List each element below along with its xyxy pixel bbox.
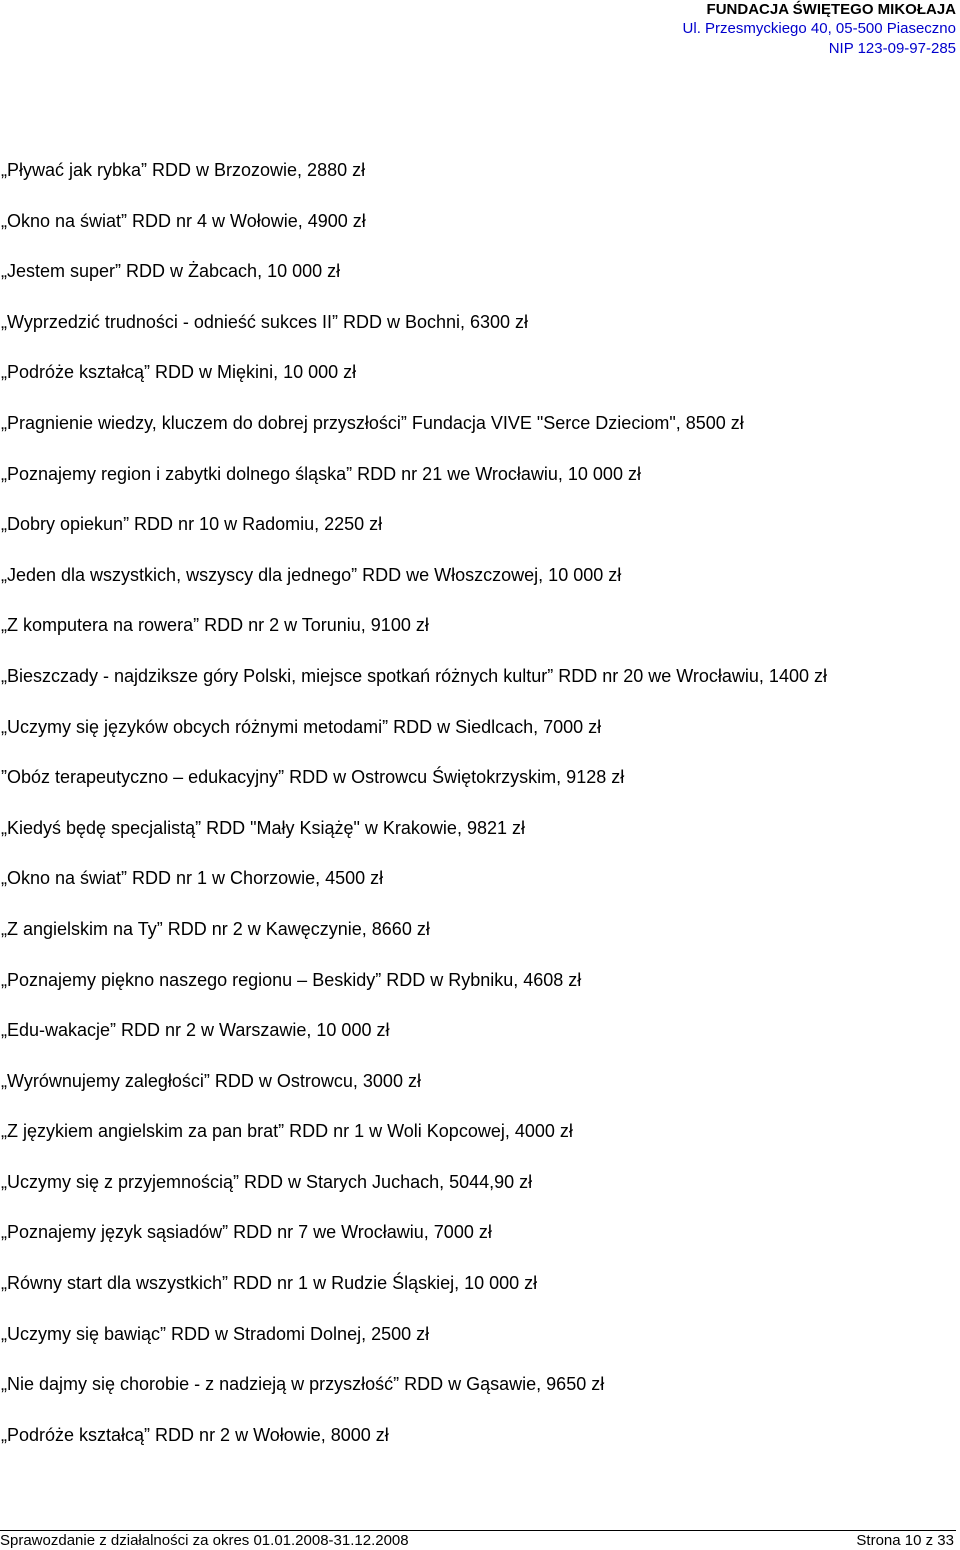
list-item: „Z językiem angielskim za pan brat” RDD nr 1 w Woli Kopcowej, 4000 zł	[1, 1121, 573, 1142]
list-item: „Z komputera na rowera” RDD nr 2 w Toruniu, 9100 zł	[1, 615, 429, 636]
list-item: „Uczymy się bawiąc” RDD w Stradomi Dolnej, 2500 zł	[1, 1323, 430, 1344]
report-title: Sprawozdanie z działalności za okres 01.01.2008-31.12.2008	[0, 1532, 409, 1549]
list-item: „Nie dajmy się chorobie - z nadzieją w przyszłość” RDD w Gąsawie, 9650 zł	[1, 1374, 605, 1395]
list-item: „Uczymy się z przyjemnością” RDD w Starych Juchach, 5044,90 zł	[1, 1171, 533, 1192]
page-number: Strona 10 z 33	[856, 1532, 954, 1549]
list-item: „Pragnienie wiedzy, kluczem do dobrej przyszłości” Fundacja VIVE "Serce Dzieciom", 8500 zł	[1, 412, 744, 433]
list-item: „Poznajemy region i zabytki dolnego śląska” RDD nr 21 we Wrocławiu, 10 000 zł	[1, 463, 641, 484]
organization-name: FUNDACJA ŚWIĘTEGO MIKOŁAJA	[706, 1, 956, 18]
list-item: „Wyrównujemy zaległości” RDD w Ostrowcu, 3000 zł	[1, 1070, 421, 1091]
list-item: „Kiedyś będę specjalistą” RDD "Mały Książę" w Krakowie, 9821 zł	[1, 817, 525, 838]
document-header	[456, 0, 956, 59]
list-item: „Okno na świat” RDD nr 1 w Chorzowie, 4500 zł	[1, 868, 384, 889]
footer-divider	[0, 1530, 956, 1531]
list-item: „Jeden dla wszystkich, wszyscy dla jednego” RDD we Włoszczowej, 10 000 zł	[1, 564, 622, 585]
document-footer	[0, 1530, 960, 1550]
list-item: „Poznajemy piękno naszego regionu – Beskidy” RDD w Rybniku, 4608 zł	[1, 969, 582, 990]
list-item: „Z angielskim na Ty” RDD nr 2 w Kawęczynie, 8660 zł	[1, 918, 430, 939]
list-item: ”Obóz terapeutyczno – edukacyjny” RDD w Ostrowcu Świętokrzyskim, 9128 zł	[1, 767, 625, 788]
list-item: „Edu-wakacje” RDD nr 2 w Warszawie, 10 000 zł	[1, 1020, 390, 1041]
list-item: „Bieszczady - najdziksze góry Polski, miejsce spotkań różnych kultur” RDD nr 20 we Wrocławiu, 1400 zł	[1, 665, 827, 686]
list-item: „Podróże kształcą” RDD nr 2 w Wołowie, 8000 zł	[1, 1424, 389, 1445]
list-item: „Uczymy się języków obcych różnymi metodami” RDD w Siedlcach, 7000 zł	[1, 716, 602, 737]
list-item: „Jestem super” RDD w Żabcach, 10 000 zł	[1, 261, 341, 282]
organization-nip: NIP 123-09-97-285	[828, 40, 956, 57]
list-item: „Okno na świat” RDD nr 4 w Wołowie, 4900 zł	[1, 210, 366, 231]
project-list	[0, 158, 960, 1473]
list-item: „Równy start dla wszystkich” RDD nr 1 w Rudzie Śląskiej, 10 000 zł	[1, 1273, 538, 1294]
organization-address: Ul. Przesmyckiego 40, 05-500 Piaseczno	[682, 20, 956, 37]
list-item: „Poznajemy język sąsiadów” RDD nr 7 we Wrocławiu, 7000 zł	[1, 1222, 492, 1243]
list-item: „Dobry opiekun” RDD nr 10 w Radomiu, 2250 zł	[1, 514, 383, 535]
list-item: „Podróże kształcą” RDD w Miękini, 10 000 zł	[1, 362, 357, 383]
list-item: „Wyprzedzić trudności - odnieść sukces II” RDD w Bochni, 6300 zł	[1, 311, 529, 332]
list-item: „Pływać jak rybka” RDD w Brzozowie, 2880 zł	[1, 160, 366, 180]
